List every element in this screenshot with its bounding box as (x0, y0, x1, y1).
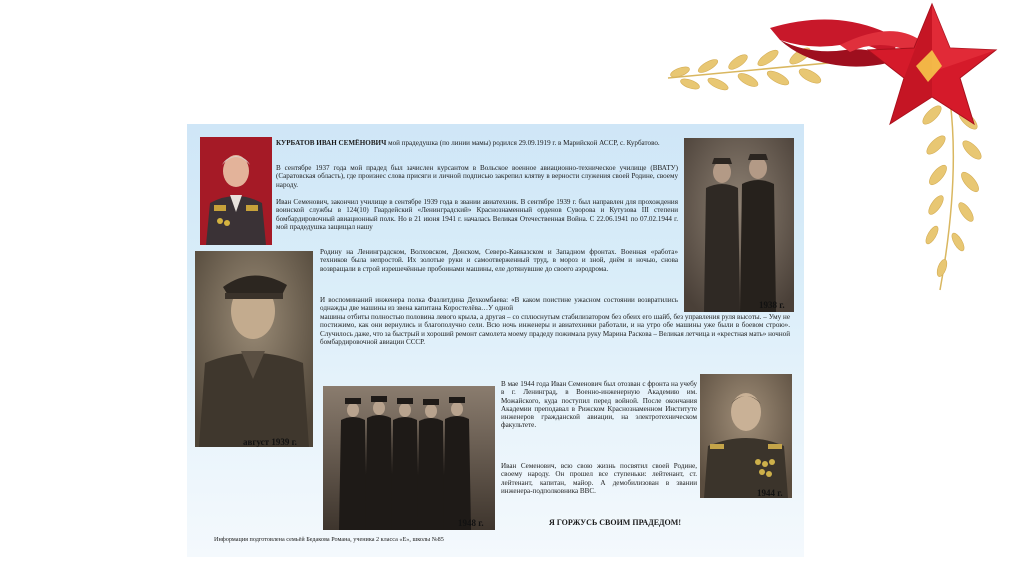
caption-1938: 1938 г. (759, 300, 785, 310)
paragraph-3b: машины отбиты полностью половина левого крыла, а другая – со сплюснутым стабилизатором без обеих его шайб, без управления руля высоты. – Уму не постижимо, как они вернулись и благополучно сели. Всю ночь инженеры и авиатехники работали, и на утро обе машины уже были в боевом строю». Случилось даже, что за быстрый и хороший ремонт самолета моему прадеду пожимала руку Марина Раскова – Великая летчица и «крестная мать» ночной бомбардировочной авиации СССР. (320, 313, 790, 346)
paragraph-2b: Родину на Ленинградском, Волховском, Донском, Северо-Кавказском и Западном фронтах. Военная «работа» техников была непростой. Их золотые руки и самоотверженный труд, в мороз и зной, днём и ночью, снова возвращали в строй изрешечённые пробоинами машины, еле дотянувшие до своего аэродрома. (320, 248, 678, 273)
photo-1938 (684, 138, 794, 312)
biography-poster (187, 124, 804, 557)
photo-1948 (323, 386, 495, 530)
caption-1948: 1948 г. (458, 518, 484, 528)
photo-august-1939 (195, 251, 313, 447)
paragraph-2a: Иван Семенович, закончил училище в сентябре 1939 года в звании авиатехник. В сентябре 1939 г. был направлен для прохождения воинской службы в 124(10) Гвардейский «Ленинградский» Краснознаменный орденов Суворова и Кутузова III степени бомбардировочный авиационный полк. Но в 21 июня 1941 г. началась Великая Отечественная Война. С 22.06.1941 по 07.02.1944 г. мой прадедушка защищал нашу (276, 198, 678, 231)
paragraph-4: В мае 1944 года Иван Семенович был отозван с фронта на учебу в г. Ленинград, в Военно-инженерную Академию им. Можайского, куда поступил перед войной. После окончания Академии преподавал в Рижском Краснознаменном Институте инженеров гражданской авиации, на электротехническом факультете. (501, 380, 697, 430)
portrait-red-photo (200, 137, 272, 245)
info-credit: Информация подготовлена семьёй Бедакова Романа, ученика 2 класса «Е», школы №85 (214, 536, 444, 543)
proud-statement: Я ГОРЖУСЬ СВОИМ ПРАДЕДОМ! (549, 518, 681, 527)
paragraph-3a: И воспоминаний инженера полка Фазлитдина Дехкомбаева: «В каком поистине ужасном состоянии возвратились однажды две машины из звена капитана Коростелёва…У одной (320, 296, 678, 313)
paragraph-1: В сентябре 1937 года мой прадед был зачислен курсантом в Вольское военное авиационно-техническое училище (ВВАТУ) (Саратовская область), где произнес слова присяги и личной подписью закрепил клятву в верности служения своей Родине, своему народу. (276, 164, 678, 189)
paragraph-5: Иван Семенович, всю свою жизнь посвятил своей Родине, своему народу. Он прошел все ступеньки: лейтенант, ст. лейтенант, капитан, майор. А демобилизован в звании инженера-подполковника ВВС. (501, 462, 697, 495)
caption-1944: 1944 г. (757, 488, 783, 498)
photo-1944 (700, 374, 792, 498)
person-name: КУРБАТОВ ИВАН СЕМЁНОВИЧ (276, 139, 387, 147)
intro-text: мой прадедушка (по линии мамы) родился 29.09.1919 г. в Марийской АССР, с. Курбатово. (388, 139, 660, 147)
intro-paragraph (276, 139, 678, 147)
caption-august-1939: август 1939 г. (243, 437, 297, 447)
